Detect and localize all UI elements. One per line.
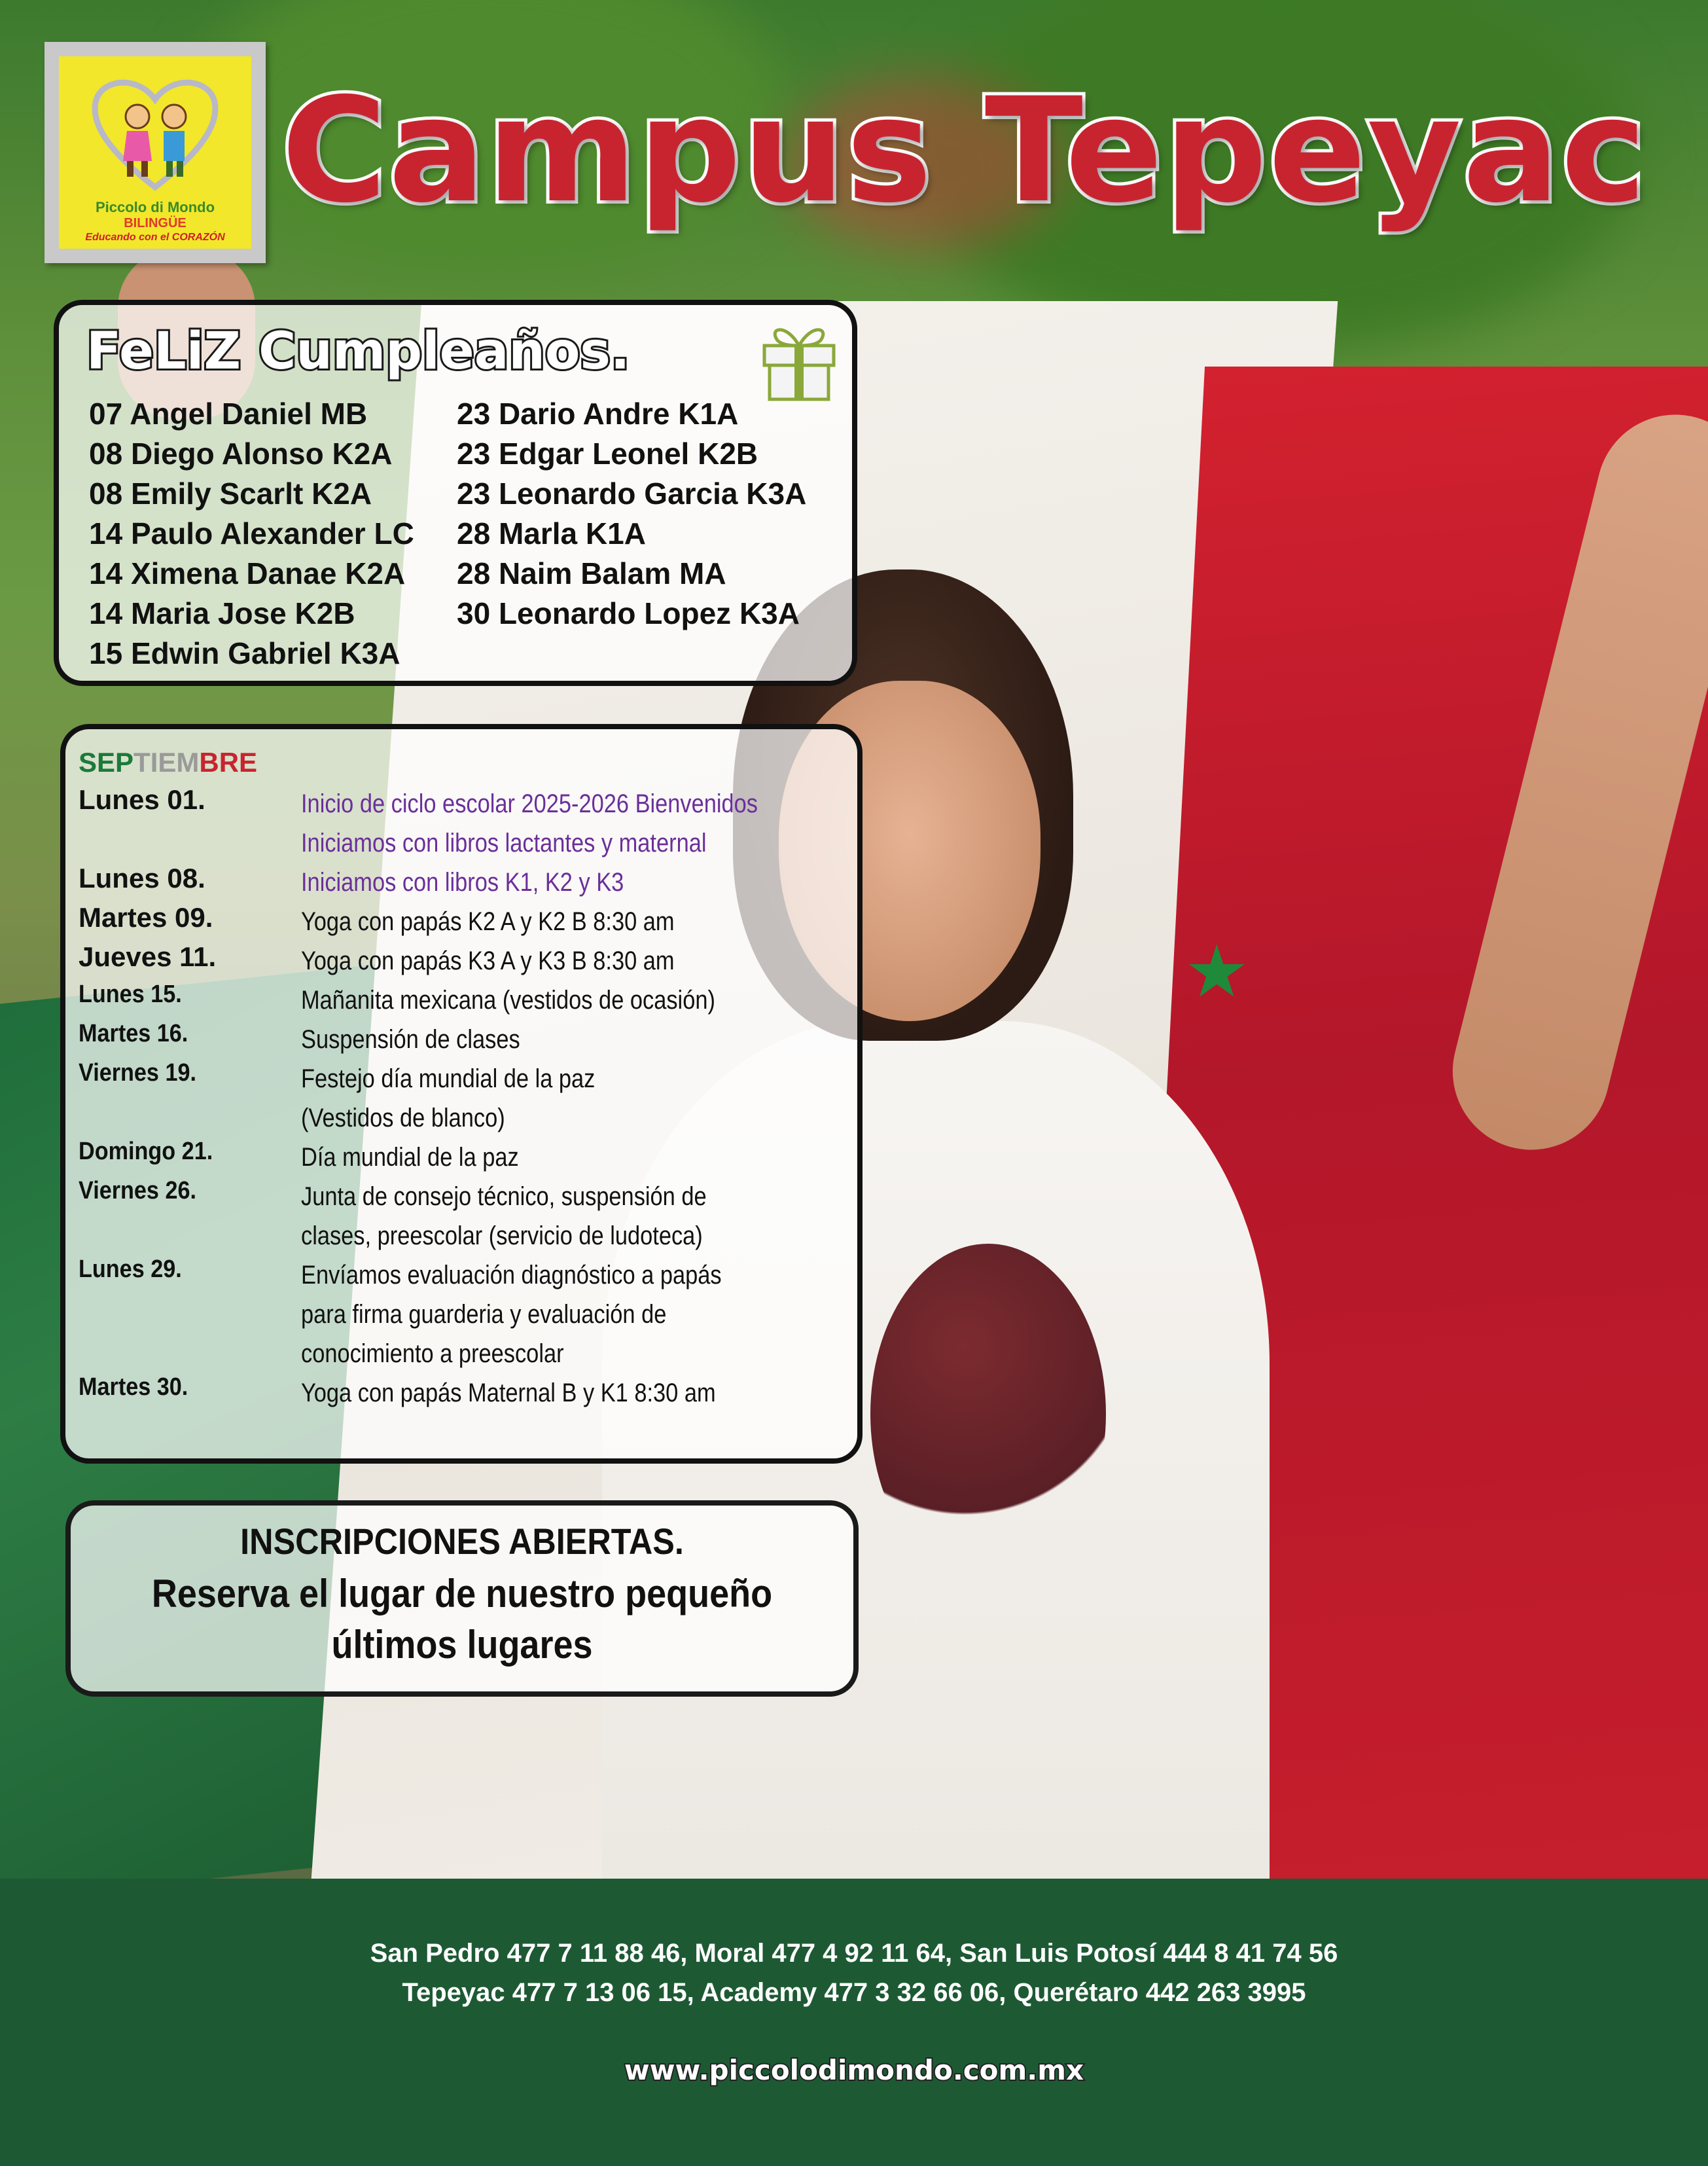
event-line: Yoga con papás K2 A y K2 B 8:30 am [301,907,675,936]
enrollment-panel [65,1500,859,1697]
event-date: Viernes 19. [79,1059,197,1087]
month-part: TIEM [133,747,200,778]
event-description [301,863,624,902]
birthdays-column-2 [457,394,806,634]
birthday-entry: 07 Angel Daniel MB [89,397,368,431]
birthday-entry: 30 Leonardo Lopez K3A [457,596,800,630]
event-line: Mañanita mexicana (vestidos de ocasión) [301,986,715,1015]
enrollment-note: últimos lugares [331,1623,593,1667]
birthday-entry: 14 Paulo Alexander LC [89,516,414,551]
event-description [301,981,715,1020]
event-description [301,1177,707,1255]
event-date: Lunes 01. [79,784,205,815]
event-line: para firma guarderia y evaluación de [301,1300,667,1329]
event-line: Junta de consejo técnico, suspensión de [301,1182,707,1211]
event-description [301,941,675,981]
logo-name: Piccolo di Mondo [95,199,215,215]
month-part: SEP [79,747,134,778]
event-line: Día mundial de la paz [301,1143,519,1172]
event-line: Envíamos evaluación diagnóstico a papás [301,1261,722,1290]
footer-phones-line-1: San Pedro 477 7 11 88 46, Moral 477 4 92 11 64, San Luis Potosí 444 8 41 74 56 [370,1939,1338,1968]
event-description [301,1138,519,1177]
event-line: Yoga con papás Maternal B y K1 8:30 am [301,1379,716,1407]
gift-icon [760,318,838,403]
event-line: Iniciamos con libros K1, K2 y K3 [301,868,624,897]
blouse-embroidery [870,1244,1106,1584]
event-date: Viernes 26. [79,1177,197,1204]
footer-phones-line-2: Tepeyac 477 7 13 06 15, Academy 477 3 32 66 06, Querétaro 442 263 3995 [402,1978,1306,2007]
birthday-entry: 14 Ximena Danae K2A [89,556,406,590]
event-line: Iniciamos con libros lactantes y maternal [301,829,707,857]
event-line: clases, preescolar (servicio de ludoteca) [301,1221,703,1250]
event-description [301,1020,520,1059]
birthdays-column-1 [89,394,414,674]
birthday-entry: 14 Maria Jose K2B [89,596,355,630]
birthday-entry: 15 Edwin Gabriel K3A [89,636,400,670]
event-line: conocimiento a preescolar [301,1339,564,1368]
event-description [301,1373,716,1413]
event-description [301,902,675,941]
event-line: Suspensión de clases [301,1025,520,1054]
birthday-entry: 28 Marla K1A [457,516,646,551]
logo-bilingue: BILINGÜE [124,216,187,230]
birthdays-panel [54,300,857,686]
month-heading [79,749,257,776]
birthday-entry: 08 Diego Alonso K2A [89,437,393,471]
birthday-entry: 28 Naim Balam MA [457,556,726,590]
event-line: (Vestidos de blanco) [301,1104,505,1132]
calendar-panel [60,724,863,1464]
page-title: Campus Tepeyac [281,67,1648,234]
event-date: Lunes 15. [79,981,182,1008]
event-date: Jueves 11. [79,941,217,972]
heart-icon [86,71,224,195]
website-link[interactable]: www.piccolodimondo.com.mx [624,2054,1084,2086]
event-line: Festejo día mundial de la paz [301,1064,596,1093]
event-description [301,784,758,863]
school-logo [44,42,266,263]
birthday-entry: 08 Emily Scarlt K2A [89,477,372,511]
event-line: Yoga con papás K3 A y K3 B 8:30 am [301,947,675,975]
footer [0,1879,1708,2166]
birthday-entry: 23 Dario Andre K1A [457,397,739,431]
month-part: BRE [199,747,258,778]
event-date: Lunes 29. [79,1255,182,1283]
event-date: Martes 16. [79,1020,188,1047]
event-date: Domingo 21. [79,1138,213,1165]
event-date: Martes 30. [79,1373,188,1401]
event-date: Lunes 08. [79,863,205,893]
event-description [301,1255,722,1373]
birthday-entry: 23 Edgar Leonel K2B [457,437,758,471]
event-description [301,1059,595,1138]
logo-tagline: Educando con el CORAZÓN [85,232,225,243]
enrollment-message: Reserva el lugar de nuestro pequeño [151,1572,773,1615]
star-icon: ★ [1184,931,1249,1012]
birthdays-heading: FeLiZ Cumpleaños. [86,322,630,381]
birthday-entry: 23 Leonardo Garcia K3A [457,477,807,511]
event-date: Martes 09. [79,902,213,933]
event-line: Inicio de ciclo escolar 2025-2026 Bienvenidos [301,789,758,818]
enrollment-title: INSCRIPCIONES ABIERTAS. [240,1521,684,1562]
